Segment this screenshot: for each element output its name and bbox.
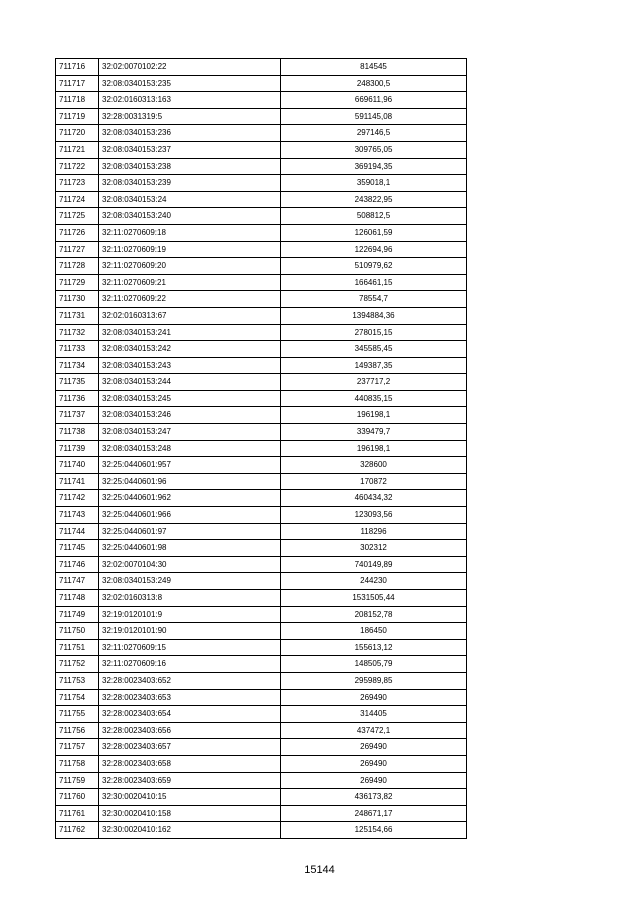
- cadastral-number-cell: 32:02:0160313:67: [99, 307, 281, 324]
- table-row: [56, 772, 467, 789]
- cadastral-value-cell: 244230: [281, 573, 467, 590]
- cadastral-value-cell: 237717,2: [281, 374, 467, 391]
- row-number-cell: 711725: [56, 208, 99, 225]
- table-row: [56, 341, 467, 358]
- cadastral-value-cell: 339479,7: [281, 424, 467, 441]
- row-number-cell: 711728: [56, 258, 99, 275]
- table-row: [56, 440, 467, 457]
- cadastral-number-cell: 32:08:0340153:24: [99, 191, 281, 208]
- cadastral-number-cell: 32:08:0340153:236: [99, 125, 281, 142]
- table-row: [56, 258, 467, 275]
- table-row: [56, 158, 467, 175]
- cadastral-value-cell: 295989,85: [281, 672, 467, 689]
- table-row: [56, 755, 467, 772]
- row-number-cell: 711752: [56, 656, 99, 673]
- table-row: [56, 141, 467, 158]
- row-number-cell: 711722: [56, 158, 99, 175]
- cadastral-value-cell: 440835,15: [281, 390, 467, 407]
- cadastral-value-cell: 118296: [281, 523, 467, 540]
- cadastral-value-cell: 269490: [281, 689, 467, 706]
- table-row: [56, 224, 467, 241]
- row-number-cell: 711730: [56, 291, 99, 308]
- cadastral-number-cell: 32:08:0340153:240: [99, 208, 281, 225]
- cadastral-number-cell: 32:25:0440601:98: [99, 540, 281, 557]
- table-row: [56, 407, 467, 424]
- cadastral-number-cell: 32:02:0160313:8: [99, 590, 281, 607]
- table-row: [56, 125, 467, 142]
- cadastral-value-cell: 510979,62: [281, 258, 467, 275]
- cadastral-number-cell: 32:28:0023403:653: [99, 689, 281, 706]
- table-row: [56, 623, 467, 640]
- cadastral-number-cell: 32:19:0120101:9: [99, 606, 281, 623]
- cadastral-number-cell: 32:11:0270609:22: [99, 291, 281, 308]
- row-number-cell: 711753: [56, 672, 99, 689]
- cadastral-value-cell: 437472,1: [281, 722, 467, 739]
- row-number-cell: 711750: [56, 623, 99, 640]
- cadastral-value-cell: 359018,1: [281, 175, 467, 192]
- cadastral-number-cell: 32:08:0340153:242: [99, 341, 281, 358]
- table-row: [56, 507, 467, 524]
- cadastral-number-cell: 32:25:0440601:962: [99, 490, 281, 507]
- cadastral-number-cell: 32:11:0270609:21: [99, 274, 281, 291]
- table-row: [56, 722, 467, 739]
- cadastral-value-cell: 122694,96: [281, 241, 467, 258]
- row-number-cell: 711727: [56, 241, 99, 258]
- row-number-cell: 711721: [56, 141, 99, 158]
- cadastral-number-cell: 32:25:0440601:966: [99, 507, 281, 524]
- row-number-cell: 711755: [56, 706, 99, 723]
- row-number-cell: 711737: [56, 407, 99, 424]
- cadastral-number-cell: 32:02:0160313:163: [99, 92, 281, 109]
- cadastral-value-cell: 1531505,44: [281, 590, 467, 607]
- table-row: [56, 307, 467, 324]
- cadastral-number-cell: 32:28:0023403:656: [99, 722, 281, 739]
- table-row: [56, 208, 467, 225]
- table-row: [56, 656, 467, 673]
- row-number-cell: 711716: [56, 59, 99, 76]
- cadastral-value-cell: 1394884,36: [281, 307, 467, 324]
- cadastral-value-table: [55, 58, 467, 839]
- cadastral-value-cell: 170872: [281, 473, 467, 490]
- table-row: [56, 92, 467, 109]
- cadastral-value-cell: 436173,82: [281, 789, 467, 806]
- row-number-cell: 711720: [56, 125, 99, 142]
- row-number-cell: 711751: [56, 639, 99, 656]
- cadastral-number-cell: 32:30:0020410:15: [99, 789, 281, 806]
- cadastral-number-cell: 32:08:0340153:238: [99, 158, 281, 175]
- row-number-cell: 711729: [56, 274, 99, 291]
- row-number-cell: 711746: [56, 556, 99, 573]
- cadastral-value-cell: 243822,95: [281, 191, 467, 208]
- row-number-cell: 711759: [56, 772, 99, 789]
- cadastral-number-cell: 32:02:0070104:30: [99, 556, 281, 573]
- table-row: [56, 789, 467, 806]
- row-number-cell: 711739: [56, 440, 99, 457]
- row-number-cell: 711740: [56, 457, 99, 474]
- row-number-cell: 711741: [56, 473, 99, 490]
- cadastral-value-cell: 125154,66: [281, 822, 467, 839]
- cadastral-number-cell: 32:08:0340153:248: [99, 440, 281, 457]
- row-number-cell: 711726: [56, 224, 99, 241]
- table-row: [56, 556, 467, 573]
- table-row: [56, 590, 467, 607]
- cadastral-number-cell: 32:08:0340153:241: [99, 324, 281, 341]
- cadastral-number-cell: 32:11:0270609:19: [99, 241, 281, 258]
- table-row: [56, 241, 467, 258]
- cadastral-number-cell: 32:08:0340153:239: [99, 175, 281, 192]
- row-number-cell: 711733: [56, 341, 99, 358]
- table-row: [56, 523, 467, 540]
- cadastral-number-cell: 32:02:0070102:22: [99, 59, 281, 76]
- cadastral-number-cell: 32:25:0440601:957: [99, 457, 281, 474]
- row-number-cell: 711762: [56, 822, 99, 839]
- cadastral-number-cell: 32:28:0023403:654: [99, 706, 281, 723]
- cadastral-value-cell: 345585,45: [281, 341, 467, 358]
- cadastral-number-cell: 32:19:0120101:90: [99, 623, 281, 640]
- cadastral-value-cell: 460434,32: [281, 490, 467, 507]
- cadastral-value-cell: 740149,89: [281, 556, 467, 573]
- row-number-cell: 711719: [56, 108, 99, 125]
- cadastral-value-cell: 297146,5: [281, 125, 467, 142]
- table-row: [56, 706, 467, 723]
- cadastral-number-cell: 32:28:0023403:652: [99, 672, 281, 689]
- table-row: [56, 639, 467, 656]
- cadastral-value-cell: 302312: [281, 540, 467, 557]
- cadastral-value-cell: 196198,1: [281, 440, 467, 457]
- row-number-cell: 711760: [56, 789, 99, 806]
- row-number-cell: 711747: [56, 573, 99, 590]
- table-row: [56, 291, 467, 308]
- table-row: [56, 457, 467, 474]
- cadastral-number-cell: 32:08:0340153:249: [99, 573, 281, 590]
- table-row: [56, 75, 467, 92]
- cadastral-value-cell: 186450: [281, 623, 467, 640]
- cadastral-value-cell: 148505,79: [281, 656, 467, 673]
- row-number-cell: 711736: [56, 390, 99, 407]
- table-row: [56, 175, 467, 192]
- table-row: [56, 490, 467, 507]
- cadastral-value-cell: 166461,15: [281, 274, 467, 291]
- table-row: [56, 573, 467, 590]
- cadastral-number-cell: 32:08:0340153:235: [99, 75, 281, 92]
- cadastral-value-cell: 208152,78: [281, 606, 467, 623]
- row-number-cell: 711745: [56, 540, 99, 557]
- cadastral-value-cell: 508812,5: [281, 208, 467, 225]
- cadastral-value-cell: 248300,5: [281, 75, 467, 92]
- cadastral-number-cell: 32:11:0270609:15: [99, 639, 281, 656]
- row-number-cell: 711732: [56, 324, 99, 341]
- row-number-cell: 711744: [56, 523, 99, 540]
- table-row: [56, 739, 467, 756]
- row-number-cell: 711742: [56, 490, 99, 507]
- row-number-cell: 711723: [56, 175, 99, 192]
- cadastral-value-cell: 155613,12: [281, 639, 467, 656]
- row-number-cell: 711748: [56, 590, 99, 607]
- cadastral-number-cell: 32:25:0440601:96: [99, 473, 281, 490]
- cadastral-number-cell: 32:08:0340153:246: [99, 407, 281, 424]
- cadastral-number-cell: 32:28:0031319:5: [99, 108, 281, 125]
- table-row: [56, 374, 467, 391]
- table-row: [56, 540, 467, 557]
- table-row: [56, 390, 467, 407]
- row-number-cell: 711749: [56, 606, 99, 623]
- cadastral-number-cell: 32:11:0270609:20: [99, 258, 281, 275]
- row-number-cell: 711735: [56, 374, 99, 391]
- cadastral-value-cell: 314405: [281, 706, 467, 723]
- cadastral-number-cell: 32:08:0340153:245: [99, 390, 281, 407]
- row-number-cell: 711757: [56, 739, 99, 756]
- table-row: [56, 108, 467, 125]
- cadastral-number-cell: 32:11:0270609:16: [99, 656, 281, 673]
- cadastral-number-cell: 32:28:0023403:659: [99, 772, 281, 789]
- table-row: [56, 424, 467, 441]
- row-number-cell: 711718: [56, 92, 99, 109]
- cadastral-value-cell: 369194,35: [281, 158, 467, 175]
- cadastral-value-cell: 328600: [281, 457, 467, 474]
- row-number-cell: 711738: [56, 424, 99, 441]
- row-number-cell: 711717: [56, 75, 99, 92]
- table-row: [56, 191, 467, 208]
- row-number-cell: 711734: [56, 357, 99, 374]
- cadastral-value-cell: 591145,08: [281, 108, 467, 125]
- cadastral-value-cell: 269490: [281, 739, 467, 756]
- cadastral-number-cell: 32:28:0023403:657: [99, 739, 281, 756]
- cadastral-number-cell: 32:25:0440601:97: [99, 523, 281, 540]
- cadastral-value-cell: 669611,96: [281, 92, 467, 109]
- table-body: [56, 59, 467, 839]
- table-row: [56, 357, 467, 374]
- cadastral-value-cell: 196198,1: [281, 407, 467, 424]
- cadastral-number-cell: 32:08:0340153:237: [99, 141, 281, 158]
- cadastral-number-cell: 32:08:0340153:244: [99, 374, 281, 391]
- cadastral-number-cell: 32:08:0340153:247: [99, 424, 281, 441]
- table-row: [56, 606, 467, 623]
- row-number-cell: 711754: [56, 689, 99, 706]
- table-row: [56, 59, 467, 76]
- table-row: [56, 274, 467, 291]
- cadastral-value-cell: 126061,59: [281, 224, 467, 241]
- cadastral-value-cell: 309765,05: [281, 141, 467, 158]
- cadastral-number-cell: 32:28:0023403:658: [99, 755, 281, 772]
- table-row: [56, 672, 467, 689]
- cadastral-number-cell: 32:08:0340153:243: [99, 357, 281, 374]
- row-number-cell: 711731: [56, 307, 99, 324]
- table-row: [56, 324, 467, 341]
- cadastral-value-cell: 269490: [281, 755, 467, 772]
- table-row: [56, 822, 467, 839]
- table-row: [56, 689, 467, 706]
- row-number-cell: 711756: [56, 722, 99, 739]
- cadastral-value-cell: 269490: [281, 772, 467, 789]
- cadastral-value-cell: 123093,56: [281, 507, 467, 524]
- page-number: 15144: [304, 864, 335, 876]
- cadastral-value-cell: 814545: [281, 59, 467, 76]
- table-row: [56, 473, 467, 490]
- row-number-cell: 711758: [56, 755, 99, 772]
- row-number-cell: 711724: [56, 191, 99, 208]
- cadastral-number-cell: 32:11:0270609:18: [99, 224, 281, 241]
- cadastral-number-cell: 32:30:0020410:158: [99, 805, 281, 822]
- cadastral-value-cell: 278015,15: [281, 324, 467, 341]
- cadastral-value-cell: 78554,7: [281, 291, 467, 308]
- row-number-cell: 711743: [56, 507, 99, 524]
- cadastral-value-cell: 149387,35: [281, 357, 467, 374]
- row-number-cell: 711761: [56, 805, 99, 822]
- table-row: [56, 805, 467, 822]
- cadastral-number-cell: 32:30:0020410:162: [99, 822, 281, 839]
- cadastral-value-cell: 248671,17: [281, 805, 467, 822]
